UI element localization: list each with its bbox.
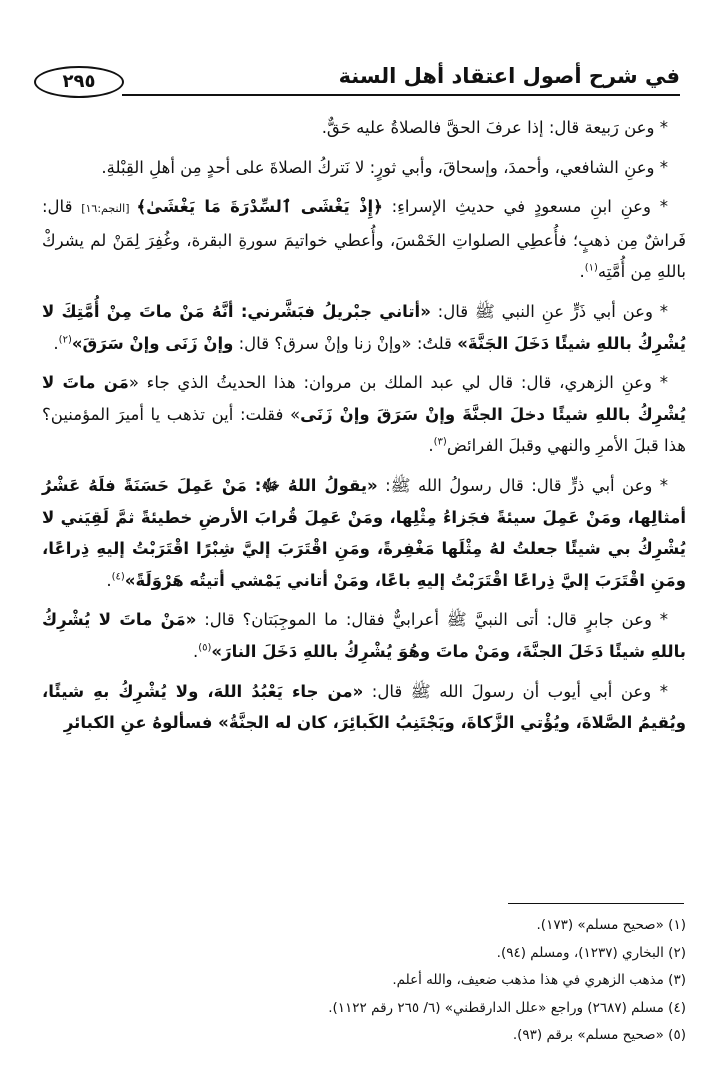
footnote-ref: (١) [584,262,598,274]
running-title: في شرح أصول اعتقاد أهل السنة [338,64,680,88]
paragraph-abu-dharr-1 [42,296,686,359]
footnote-2: (٢) البخاري (١٢٣٧)، ومسلم (٩٤). [496,944,686,961]
text-segment: * وعن أبي أيوب أن رسولَ الله ﷺ قال: [363,681,669,701]
footnote-5: (٥) «صحيح مسلم» برقم (٩٣). [512,1027,686,1043]
text-segment: . [106,570,112,590]
text-segment: * وعنِ الشافعي، وأحمدَ، وإسحاقَ، وأبي ثورٍ: لا نَتركُ الصلاةَ على أحدٍ مِن أهلِ القِبْلةِ. [101,157,668,177]
quoted-text: «أتاني جبْريلُ فبَشَّرني: أنَّهُ مَنْ ماتَ مِنْ أُمَّتِكَ لا يُشْرِكُ باللهِ شيئًا دَخَلَ الجَنَّةَ» [42,301,686,353]
text-segment: . [579,262,585,282]
footnote-ref: (٢) [58,334,72,346]
quoted-text: ﴿إِذْ يَغْشَى ٱلسِّدْرَةَ مَا يَغْشَىٰ﴾ [136,197,383,217]
quoted-text: مَن ماتَ لا يُشْرِكُ باللهِ شيئًا دخلَ الجنَّةَ وإنْ سَرَقَ وإنْ زَنَى [42,373,686,424]
text-segment: . [428,436,434,456]
header-rule [122,94,680,96]
footnote-4: (٤) مسلم (٢٦٨٧) وراجع «علل الدارقطني» (٦/ ٢٦٥ رقم ١١٢٢). [328,999,686,1016]
text-segment: . [192,641,199,661]
quoted-text: «مَنْ ماتَ لا يُشْرِكُ باللهِ شيئًا دَخَلَ الجنَّةَ، ومَنْ ماتَ وهُوَ يُشْرِكُ باللهِ دَخَلَ النارَ» [42,610,686,661]
text-segment: قال: فَراشٌ مِن ذهبٍ؛ فأُعطِي الصلواتِ الخَمْسَ، وأُعطي خواتيمَ سورةِ البقرة، وغُفِرَ لِمَنْ لم يشركْ باللهِ مِن أُمَّتِه [42,197,686,282]
quoted-text: «من جاء يَعْبُدُ اللهَ، ولا يُشْرِكُ بهِ شيئًا، ويُقيمُ الصَّلاةَ، ويُؤْتي الزَّكاةَ، ويَجْتَنِبُ الكَبائِرَ، كان له الجنَّةُ» فسألوهُ عنِ الكبائرِ [42,681,686,733]
footnote-1: (١) «صحيح مسلم» (١٧٣). [536,917,686,933]
text-segment: * وعن أبي ذَرٍّ عنِ النبي ﷺ قال: [430,301,669,321]
paragraph-jabir [42,604,686,667]
text-segment: * وعن أبي ذرٍّ قال: قال رسولُ الله ﷺ: [377,475,668,495]
text-segment: . [53,333,59,353]
quran-reference: [النجم:١٦] [81,202,137,216]
text-segment: قلتُ: «وإنْ زنا وإنْ سرق؟ قال: [233,333,458,353]
quoted-text: «يقولُ اللهُ ﷻ: مَنْ عَمِلَ حَسَنَةً فلَهُ عَشْرُ أمثالِها، ومَنْ عَمِلَ سيئةً فجَزاءُ مِثْلِها، ومَنْ عَمِلَ قُرابَ الأرضِ خطيئةً ثمَّ لَقِيَني لا يُشْرِكُ بي شيئًا جعلتُ لهُ مِثْلَها مَغْفِرةً، ومَنِ اقْتَرَبَ إليَّ شِبْرًا اقْتَرَبْتُ إليهِ ذِراعًا، ومَنِ اقْتَرَبَ إليَّ ذِراعًا اقْتَرَبْتُ إليهِ باعًا، ومَنْ أتاني يَمْشي أتيتُه هَرْوَلَةً» [42,475,686,590]
page-number-badge: ٢٩٥ [34,66,124,98]
footnote-separator [508,903,684,904]
footnote-ref: (٣) [433,436,447,448]
footnote-ref: (٤) [111,571,125,583]
paragraph-abu-ayyub [42,676,686,739]
text-segment: * وعن جابرٍ قال: أتى النبيَّ ﷺ أعرابيٌّ فقال: ما الموجِبَتان؟ قال: [196,610,669,630]
footnote-3: (٣) مذهب الزهري في هذا مذهب ضعيف، والله أعلم. [392,972,686,988]
main-text [42,112,686,747]
paragraph-abu-dharr-2 [42,470,686,596]
paragraph-zuhri [42,367,686,462]
page-header [34,64,680,100]
paragraph-shafii [42,152,686,184]
quoted-text: وإنْ زَنَى وإنْ سَرَقَ» [71,333,234,353]
text-segment: * وعن رَبيعة قال: إذا عرفَ الحقَّ فالصلاةُ عليه حَقٌّ. [321,118,668,137]
footnote-ref: (٥) [198,642,212,654]
text-segment: * وعنِ ابنِ مسعودٍ في حديثِ الإسراءِ: [382,197,668,217]
text-segment: * وعنِ الزهري، قال: قال لي عبد الملك بن مروان: هذا الحديثُ الذي جاء « [128,373,668,393]
text-segment: » فقلت: أين تذهب يا أميرَ المؤمنين؟ هذا قبلَ الأمرِ والنهي وقبلَ الفرائض [42,404,686,456]
paragraph-rabia [42,112,686,144]
footnotes [42,912,686,1050]
paragraph-ibn-masud [42,191,686,288]
